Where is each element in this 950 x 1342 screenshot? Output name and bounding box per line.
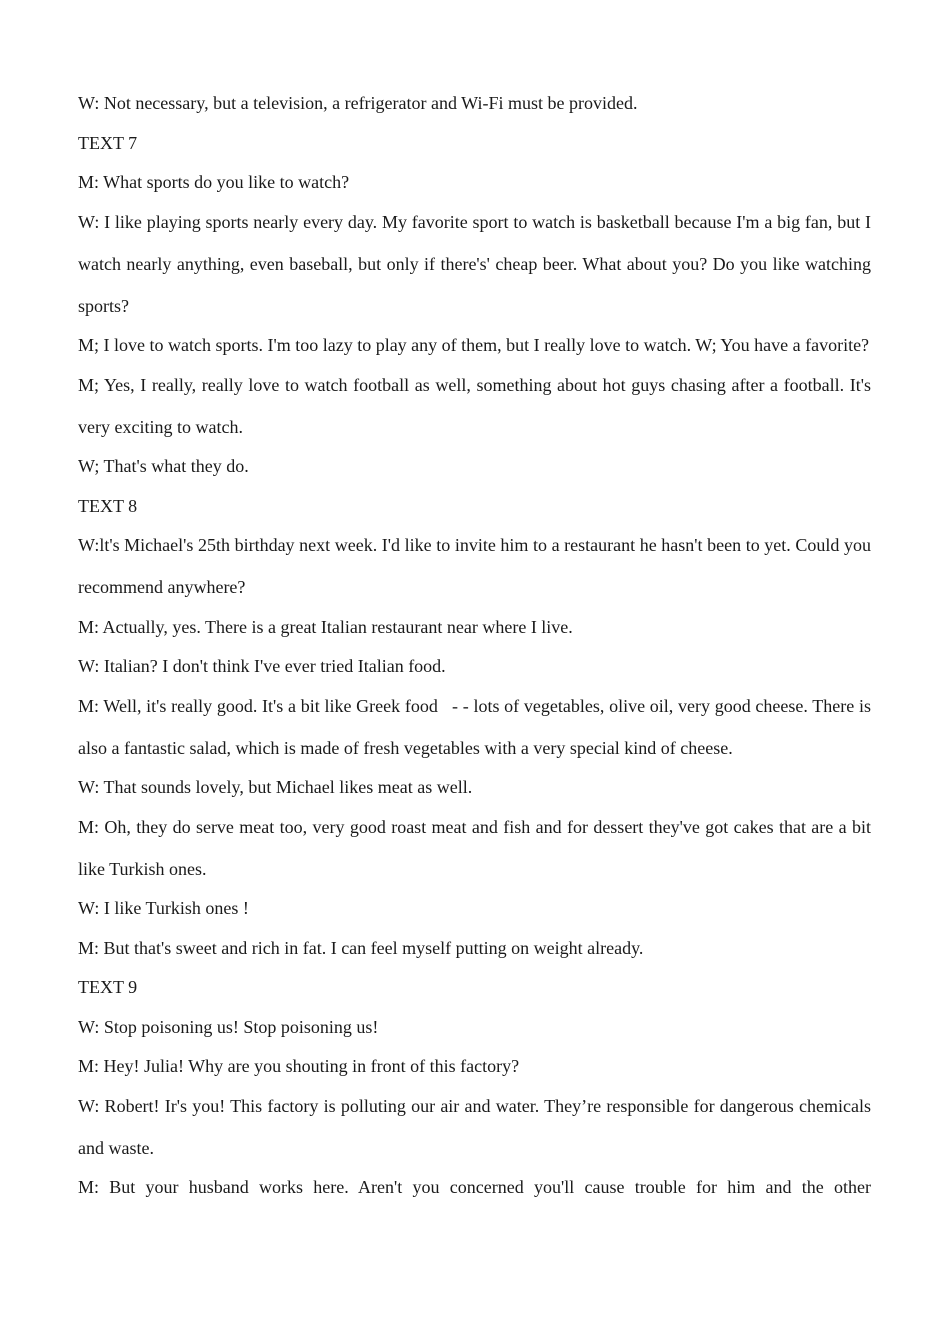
paragraph: W: I like Turkish ones ! <box>78 898 249 918</box>
paragraph: W: Robert! Ir's you! This factory is polluting our air and water. They’re responsible for dangerous chemicals and waste. <box>78 1095 871 1158</box>
paragraph: M: Hey! Julia! Why are you shouting in front of this factory? <box>78 1056 520 1076</box>
paragraph: W: Not necessary, but a television, a refrigerator and Wi-Fi must be provided. <box>78 93 638 113</box>
paragraph: W: That sounds lovely, but Michael likes meat as well. <box>78 777 473 797</box>
paragraph: M: Well, it's really good. It's a bit like Greek food - - lots of vegetables, olive oil, very good cheese. There is also a fantastic salad, which is made of fresh vegetables with a very special kind of cheese. <box>78 695 871 758</box>
paragraph: W: I like playing sports nearly every day. My favorite sport to watch is basketball because I'm a big fan, but I watch nearly anything, even baseball, but only if there's' cheap beer. What about you? Do you like watching sports? <box>78 211 871 316</box>
section-heading: TEXT 9 <box>78 977 138 997</box>
paragraph: M: But your husband works here. Aren't you concerned you'll cause trouble for him and the other <box>78 1177 871 1197</box>
paragraph: M: Oh, they do serve meat too, very good roast meat and fish and for dessert they've got cakes that are a bit like Turkish ones. <box>78 816 871 879</box>
paragraph: M; I love to watch sports. I'm too lazy to play any of them, but I really love to watch. W; You have a favorite? <box>78 335 870 355</box>
section-heading: TEXT 8 <box>78 495 138 516</box>
section-heading: TEXT 7 <box>78 132 138 153</box>
paragraph: W: Stop poisoning us! Stop poisoning us! <box>78 1016 379 1037</box>
paragraph: W:lt's Michael's 25th birthday next week. I'd like to invite him to a restaurant he hasn't been to yet. Could you recommend anywhere? <box>78 535 871 597</box>
paragraph: M: Actually, yes. There is a great Italian restaurant near where I live. <box>78 616 573 637</box>
paragraph: W: Italian? I don't think I've ever tried Italian food. <box>78 656 446 676</box>
document-page <box>78 88 871 1212</box>
paragraph: M: What sports do you like to watch? <box>78 172 350 192</box>
paragraph: M: But that's sweet and rich in fat. I can feel myself putting on weight already. <box>78 937 644 958</box>
paragraph: W; That's what they do. <box>78 456 249 476</box>
paragraph: M; Yes, I really, really love to watch football as well, something about hot guys chasing after a football. It's very exciting to watch. <box>78 374 871 437</box>
